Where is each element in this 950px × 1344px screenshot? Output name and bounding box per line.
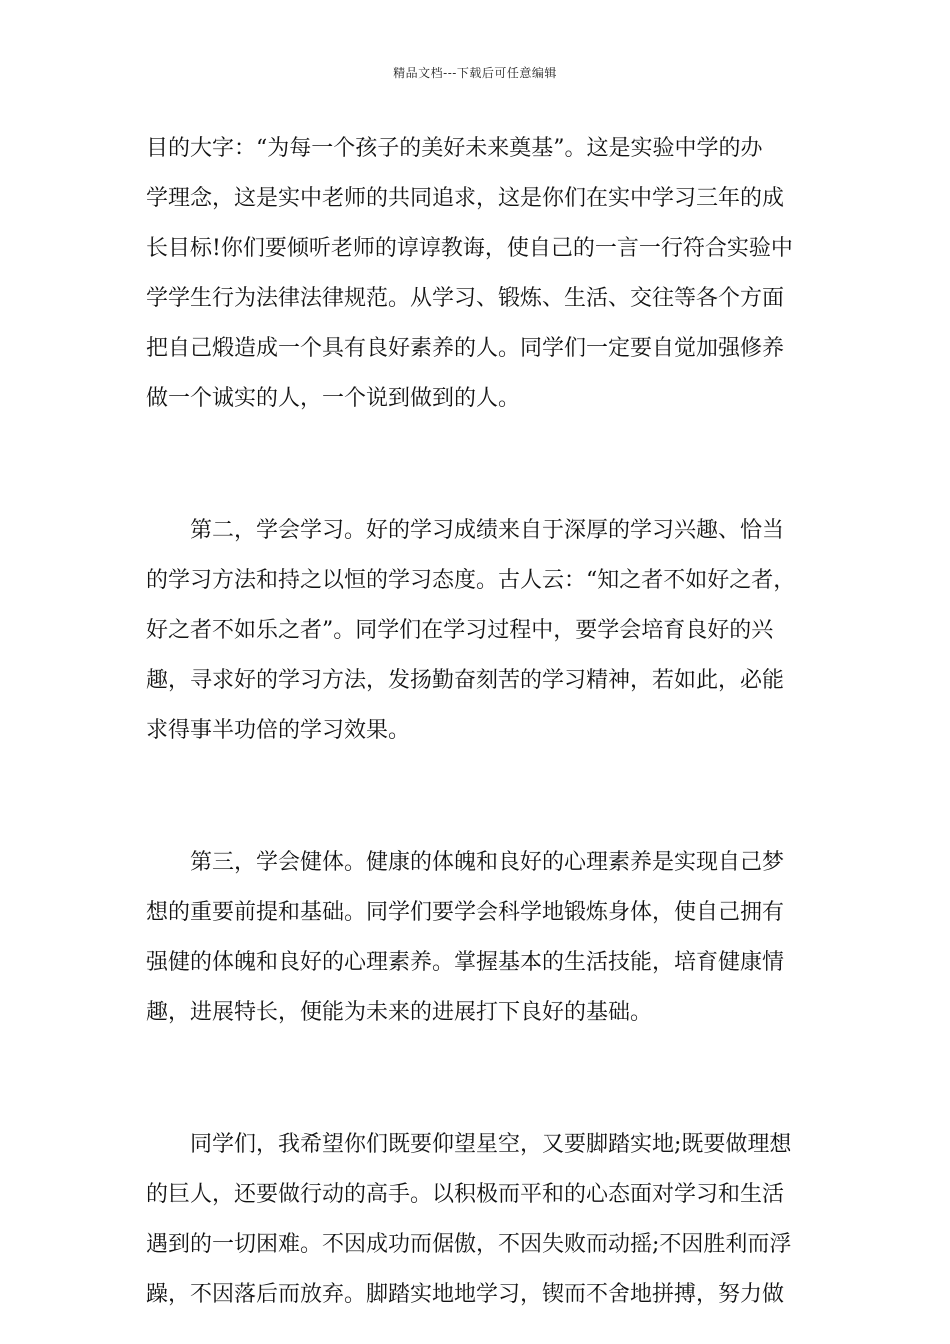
paragraph-2 [146, 506, 836, 756]
text-line: 做一个诚实的人，一个说到做到的人。 [146, 386, 521, 411]
text-line: 第三，学会健体。健康的体魄和良好的心理素养是实现自己梦 [190, 850, 785, 875]
text-line: 求得事半功倍的学习效果。 [146, 718, 411, 743]
text-line: 趣，进展特长，便能为未来的进展打下良好的基础。 [146, 1000, 653, 1025]
paragraph-spacer [146, 424, 836, 506]
text-line: 学学生行为法律法律规范。从学习、锻炼、生活、交往等各个方面 [146, 286, 785, 311]
paragraph-spacer [146, 1038, 836, 1120]
text-line: 的学习方法和持之以恒的学习态度。古人云：“知之者不如好之者， [146, 568, 796, 593]
text-line: 目的大字：“为每一个孩子的美好未来奠基”。这是实验中学的办 [146, 136, 763, 161]
paragraph-4 [146, 1120, 836, 1320]
text-line: 学理念，这是实中老师的共同追求，这是你们在实中学习三年的成 [146, 186, 785, 211]
text-line: 躁，不因落后而放弃。脚踏实地地学习，锲而不舍地拼搏，努力做 [146, 1282, 785, 1307]
document-body [146, 124, 836, 1320]
text-line: 长目标!你们要倾听老师的谆谆教诲，使自己的一言一行符合实验中 [146, 236, 793, 261]
text-line: 遇到的一切困难。不因成功而倨傲，不因失败而动摇;不因胜利而浮 [146, 1232, 792, 1257]
text-line: 同学们，我希望你们既要仰望星空，又要脚踏实地;既要做理想 [190, 1132, 792, 1157]
text-line: 第二，学会学习。好的学习成绩来自于深厚的学习兴趣、恰当 [190, 518, 785, 543]
text-line: 的巨人，还要做行动的高手。以积极而平和的心态面对学习和生活 [146, 1182, 785, 1207]
text-line: 想的重要前提和基础。同学们要学会科学地锻炼身体，使自己拥有 [146, 900, 785, 925]
text-line: 强健的体魄和良好的心理素养。掌握基本的生活技能，培育健康情 [146, 950, 785, 975]
page-header: 精品文档---下载后可任意编辑 [393, 66, 557, 80]
paragraph-spacer [146, 756, 836, 838]
paragraph-3 [146, 838, 836, 1038]
text-line: 趣，寻求好的学习方法，发扬勤奋刻苦的学习精神，若如此，必能 [146, 668, 785, 693]
paragraph-1 [146, 124, 836, 424]
text-line: 把自己煅造成一个具有良好素养的人。同学们一定要自觉加强修养 [146, 336, 785, 361]
text-line: 好之者不如乐之者”。同学们在学习过程中，要学会培育良好的兴 [146, 618, 774, 643]
